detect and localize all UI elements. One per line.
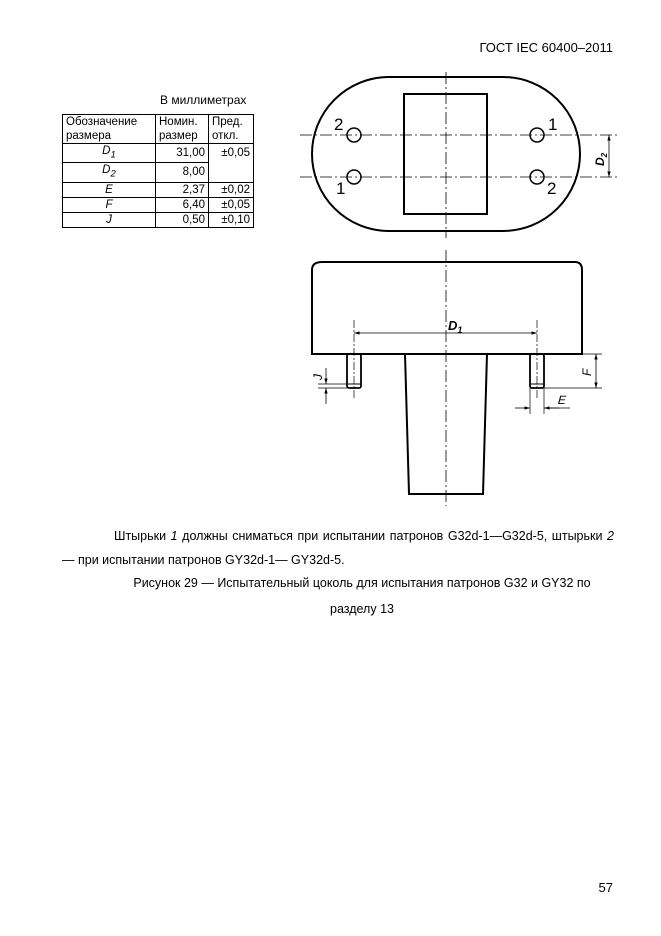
- d2-dimension-label: $D_2$: [593, 152, 609, 166]
- units-note: В миллиметрах: [160, 93, 247, 107]
- f-dimension-label: F: [580, 368, 594, 376]
- base-outline-side: [312, 262, 582, 354]
- header-nominal: Номин. размер: [156, 115, 209, 144]
- row-nominal: 0,50: [156, 212, 209, 227]
- row-designation: $D_1$: [63, 144, 156, 163]
- row-designation: F: [63, 197, 156, 212]
- pin-label: 2: [547, 179, 557, 198]
- row-nominal: 2,37: [156, 182, 209, 197]
- figure-caption: Рисунок 29 — Испытательный цоколь для испытания патронов G32 и GY32 по разделу 13: [133, 576, 591, 616]
- top-view: [300, 72, 618, 238]
- row-designation: E: [63, 182, 156, 197]
- pin-label: 1: [336, 179, 346, 198]
- row-designation: $D_2$: [63, 163, 156, 182]
- row-nominal: 31,00: [156, 144, 209, 163]
- header-designation: Обозначение размера: [63, 115, 156, 144]
- row-nominal: 8,00: [156, 163, 209, 182]
- row-tolerance: ±0,10: [209, 212, 254, 227]
- row-tolerance: ±0,05: [209, 197, 254, 212]
- pin-label: 2: [334, 115, 344, 134]
- e-dimension-label: E: [556, 393, 568, 407]
- row-designation: J: [63, 212, 156, 227]
- side-view: [311, 250, 602, 506]
- row-nominal: 6,40: [156, 197, 209, 212]
- row-tolerance: ±0,05: [209, 144, 254, 163]
- header-tolerance: Пред. откл.: [209, 115, 254, 144]
- centre-block-top: [404, 94, 487, 214]
- standard-number: ГОСТ IEC 60400–2011: [479, 40, 613, 55]
- pins-note: Штырьки 1 должны сниматься при испытании патронов G32d-1—G32d-5, штырьки 2 — при испытании патронов GY32d-1— GY32d-5.: [62, 529, 614, 567]
- page-number: 57: [598, 880, 613, 895]
- row-tolerance: ±0,02: [209, 182, 254, 197]
- pin-label: 1: [548, 115, 558, 134]
- j-dimension-label: J: [311, 374, 325, 380]
- d1-dimension-label: $D_1$: [448, 318, 463, 335]
